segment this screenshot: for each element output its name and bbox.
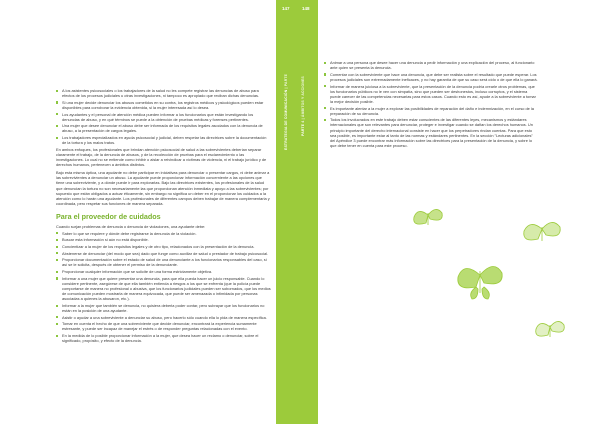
section-title: Para el proveedor de cuidados [56,211,161,221]
right-page [324,60,539,149]
right-bullet-item: Informar de manera juiciosa a la sobreviviente, que la presentación de la denuncia podría crearle otros problemas, que los funcionarios públicos no le ven con simpatía, sino que pueden ser deshonestos, incluso corruptos, y el sistema puede carecer de las competencias necesarias para estos casos. Cuando esto es así, ayude a la sobreviviente a tomar la mejor decisión posible. [324,84,539,104]
butterfly-icon [536,321,565,337]
butterfly-icon [524,222,560,241]
left-page [56,88,271,345]
paragraph-2: Bajo esta misma óptica, una ayudante no debe participar en iniciativas para denunciar o presentar cargos, ni debe animar a las sobrevivientes a denunciar un abuso. La ayudante puede proporcionar información concerniente a las opciones que tiene una sobreviviente, y a dónde puede ir para explorarlas. Bajo las directrices existentes, los profesionales de la salud que denuncian la tortura no son necesariamente las que proporcionan atención inmediata y apoyo a las sobrevivientes; por supuesto que están obligados a actuar éticamente, sin embargo no significa un deber en el proporcionar los cuidados a la atención como lo harán una ayudante. Los profesionales de diferentes campos deben trabajar de manera complementaria y coordinada, pero respetar sus funciones de manera separada. [56,170,270,206]
care-bullet-item: Proporcionar cualquier información que se solicite de una forma estrictamente objetiva. [56,269,271,274]
care-bullet-item: Informar a una mujer que quiere presentar una denuncia, para que ella pueda hacer un juicio responsable. Cuando lo considere pertinente, asegúrese de que ella también entienda a riesgos a los que se enfrenta (que la policía puede comportarse de manera no profesional o abusiva, que los funcionarios judiciales pueden ser sobornados, que los medios de comunicación pueden mostrarla de manera equivocada, que puede ser amenazada o intimidada por personas asociadas a quienes la abusaron, etc.). [56,276,271,301]
intro-bullet-list [56,88,271,145]
butterfly-illustration [400,205,580,355]
side-label-left [284,74,288,150]
care-bullet-list [56,231,271,344]
care-bullet-item: Saber lo que se requiere y dónde debe registrarse la denuncia de la violación. [56,231,271,236]
right-bullet-item: Animar a una persona que desee hacer una denuncia a pedir información y una explicación del proceso, al funcionario ante quien se presenta la denuncia. [324,60,539,70]
page-number-left: 147 [282,6,290,11]
care-bullet-item: Concientizar a la mujer de los requisitos legales y de otro tipo, relacionados con la presentación de la denuncia. [56,244,271,249]
section-intro: Cuando surjan problemas de denuncia o denuncia de violaciones, una ayudante debe: [56,223,206,229]
side-label-right-text: PARTE 4 [301,120,305,136]
intro-bullet-item: A los asistentes psicosociales o los trabajadores de la salud no les compete registrar las denuncias de abuso para efectos de los procesos judiciales u otras investigaciones, ni tampoco es apropiado que reciban dichas denuncias. [56,88,271,98]
side-label-left-accent: | PARTE [284,73,288,89]
care-bullet-item: Informar a la mujer que también se denuncia, no quisiera deberla poder contar, pero subrayar que los funcionarios no están en la posición de una ayudante. [56,303,271,313]
care-bullet-item: Tomar en cuenta el hecho de que una sobreviviente que decide denunciar, encontrará la experiencia sumamente estresante, y puede ser incapaz de manejar el estrés o de responder preguntas relacionadas con el evento. [56,321,271,331]
right-bullet-item: Comentar con la sobreviviente que hace una denuncia, que debe ser realista sobre el resultado que puede esperar. Los procesos judiciales son extremadamente ineficaces, y no hay garantía de que su caso será oído o de que ella lo ganará. [324,72,539,82]
butterfly-icon [414,209,443,225]
right-bullet-list [324,60,539,148]
care-bullet-item: Asistir o ayudar a una sobreviviente a denunciar su abuso, pero hacerlo sólo cuando ella lo pida de manera específica. [56,315,271,320]
side-label-left-text: ESTRATEGIA DE COMUNICACIÓN [284,89,288,150]
care-bullet-item: Proporcionar documentación sobre el estado de salud de una denunciante a los funcionarios responsables del caso, sí así se le solicita, después de obtener el permiso de la denunciante. [56,257,271,267]
care-bullet-item: Buscar esta información si aún no está disponible. [56,237,271,242]
care-bullet-item: Abstenerse de denunciar (del modo que sea) dado que funge como auxiliar de salud o prestador de trabajo psicosocial. [56,251,271,256]
intro-bullet-item: Si una mujer decide denunciar los abusos cometidos en su contra, los registros médicos y psicológicos pueden estar disponibles para corroborar la evidencia obtenida, si la mujer interesada así lo desea. [56,100,271,110]
right-bullet-item: Todos los involucrados en este trabajo deben estar conscientes de las diferentes leyes, mecanismos y estándares internacionales que son relevantes para denunciar, proteger e investigar cuando se dañan los derechos humanos. Un principio importante del derecho internacional consiste en hacer que los perpetradores rindan cuentas. Para que esto sea posible, es importante estar al tanto de las normas y estándares pertinentes. En la sección "Lecturas adicionales" del Apéndice 3 puede encontrar más información sobre las directrices para la presentación de la denuncia, y sobre lo que debe tener en cuenta para este proceso. [324,117,539,148]
intro-bullet-item: Los trabajadores especializados en ayuda psicosocial y judicial, deben respetar las directrices sobre la documentación de la tortura y los malos tratos. [56,135,271,145]
care-bullet-item: En la medida de lo posible proporcionar información a la mujer, que desea hacer un reclamo o denunciar, sobre el significado, propósito, y efecto de la denuncia. [56,333,271,343]
page-number-right: 148 [302,6,310,11]
butterfly-icon [458,266,502,299]
intro-bullet-item: Una mujer que desee denunciar el abuso debe ser informada de los requisitos legales asociados con la denuncia de abuso, a la presentación de cargos legales. [56,123,271,133]
center-green-band [276,0,318,424]
right-bullet-item: Es importante alentar a la mujer a explorar las posibilidades de reparación del daño e indemnización, en el curso de la preparación de su denuncia. [324,106,539,116]
side-label-right-accent: | ÁMBITOS Y ACCIONES [301,76,305,120]
paragraph-1: En ambos enfoques, los profesionales que brindan atención psicosocial de salud a las sobrevivientes deberían separar claramente el trabajo, de la denuncia de abusos, y de la recolección de pruebas para el esclarecimiento o las investigaciones. Lo cual no se entiende como inhibir o aislar a reivindicar a víctimas de violencia, ni el trabajo jurídico y de derechos humanos, pertenecen a ámbitos distintos. [56,146,267,168]
band-inner [276,0,318,424]
intro-bullet-item: Los ayudantes y el personal de atención médica pueden informar a los funcionarios que están investigando los denuncias de abuso, y en qué términos se puede a la obtención de pruebas médicas y forenses pertinentes. [56,112,271,122]
side-label-right [301,76,305,136]
